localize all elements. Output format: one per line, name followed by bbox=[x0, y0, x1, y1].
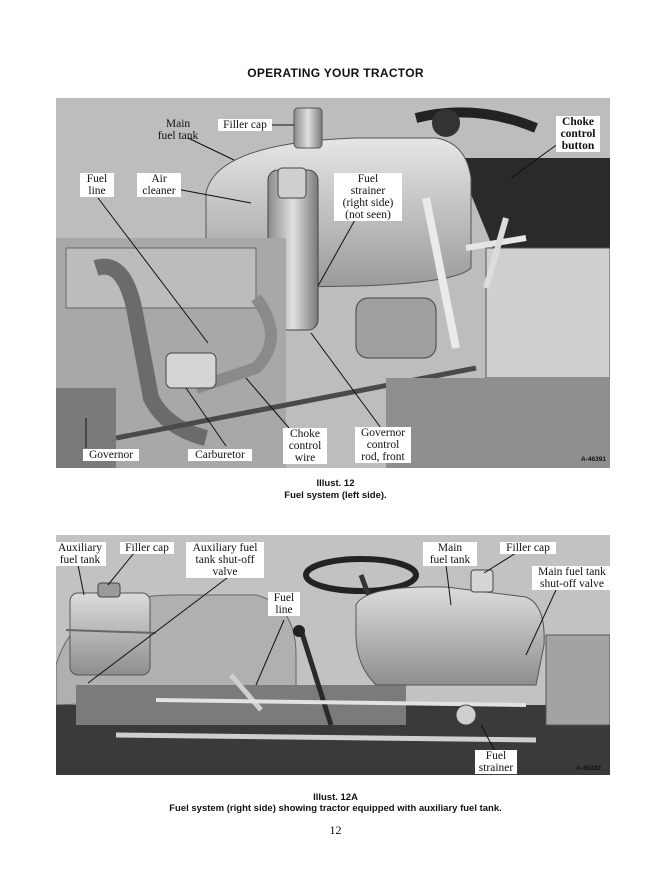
label-main-shutoff-valve: Main fuel tank shut-off valve bbox=[532, 566, 612, 590]
label-filler-cap-left: Filler cap bbox=[120, 542, 174, 554]
engine-left-illustration bbox=[56, 98, 610, 468]
fuel-system-right-photo bbox=[56, 535, 610, 775]
figure2-caption-text: Fuel system (right side) showing tractor equipped with auxiliary fuel tank. bbox=[169, 803, 502, 814]
figure2-caption-title: Illust. 12A bbox=[313, 792, 358, 803]
label-fuel-line: Fuel line bbox=[80, 173, 114, 197]
figure1-caption-text: Fuel system (left side). bbox=[284, 490, 387, 501]
label-fuel-strainer-right: Fuel strainer bbox=[475, 750, 517, 774]
tractor-right-illustration bbox=[56, 535, 610, 775]
label-auxiliary-fuel-tank: Auxiliary fuel tank bbox=[54, 542, 106, 566]
label-fuel-strainer: Fuel strainer (right side) (not seen) bbox=[334, 173, 402, 221]
figure2-reference: A-46392 bbox=[576, 765, 601, 772]
label-governor-control-rod: Governor control rod, front bbox=[355, 427, 411, 463]
label-filler-cap: Filler cap bbox=[218, 119, 272, 131]
fuel-system-left-photo bbox=[56, 98, 610, 468]
label-carburetor: Carburetor bbox=[188, 449, 252, 461]
label-main-fuel-tank: Main fuel tank bbox=[157, 118, 199, 142]
label-fuel-line-right: Fuel line bbox=[268, 592, 300, 616]
label-choke-control-wire: Choke control wire bbox=[283, 428, 327, 464]
label-auxiliary-shutoff-valve: Auxiliary fuel tank shut-off valve bbox=[186, 542, 264, 578]
label-main-fuel-tank-right: Main fuel tank bbox=[423, 542, 477, 566]
label-choke-control-button: Choke control button bbox=[556, 116, 600, 152]
page-number: 12 bbox=[329, 823, 342, 837]
label-filler-cap-right: Filler cap bbox=[500, 542, 556, 554]
label-governor: Governor bbox=[83, 449, 139, 461]
label-air-cleaner: Air cleaner bbox=[137, 173, 181, 197]
figure1-caption-title: Illust. 12 bbox=[316, 478, 355, 489]
page-heading: OPERATING YOUR TRACTOR bbox=[247, 66, 424, 80]
figure1-reference: A-46391 bbox=[581, 456, 606, 463]
